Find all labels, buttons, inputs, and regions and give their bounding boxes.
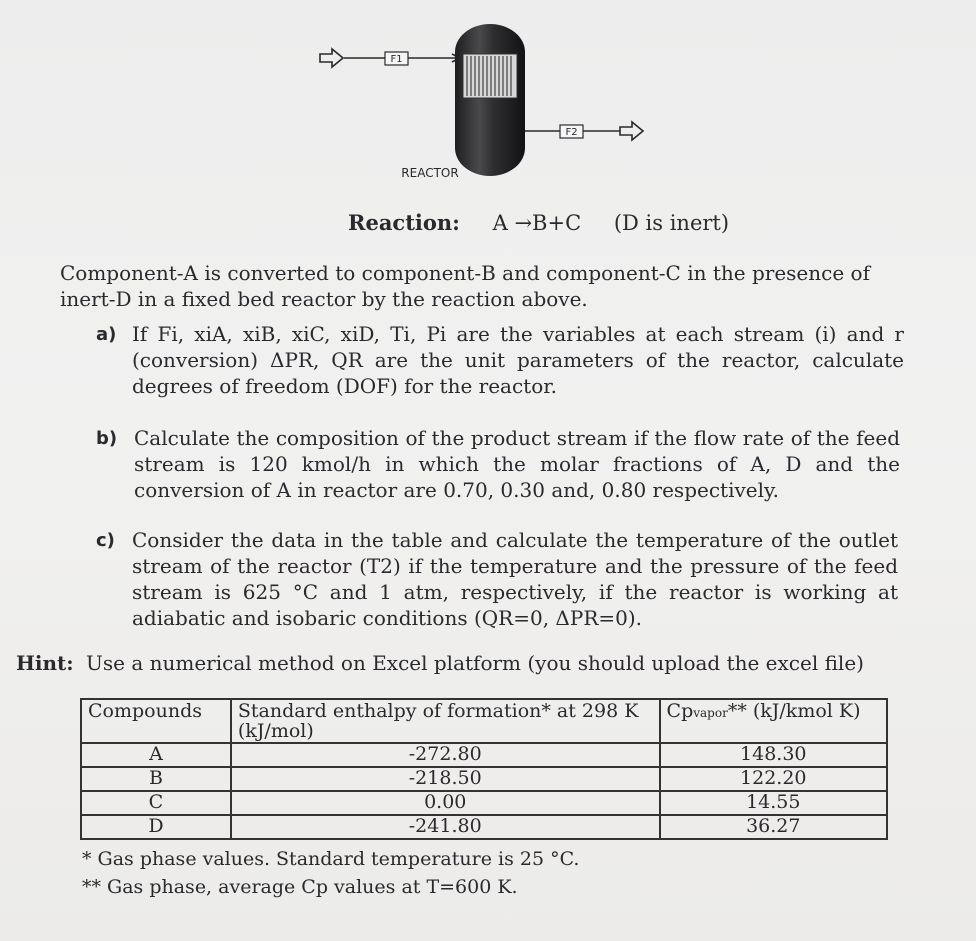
reactor-label: REACTOR (401, 166, 459, 180)
product-stream-tag (560, 125, 583, 138)
problem-intro: Component-A is converted to component-B and component-C in the presence of inert-D in a fixed bed reactor by the reaction above. (60, 261, 870, 311)
reaction-line (348, 210, 729, 235)
table-row (81, 743, 887, 767)
header-cp (660, 699, 887, 743)
feed-stream-tag (385, 52, 408, 65)
compound-cell: B (81, 767, 231, 791)
question-b-label: b) (96, 428, 118, 449)
footnote-cp: ** Gas phase, average Cp values at T=600 K. (82, 876, 518, 898)
table-row (81, 815, 887, 839)
reactor-vessel (455, 24, 525, 176)
hint-text: Use a numerical method on Excel platform (you should upload the excel file) (86, 651, 864, 675)
reaction-heading: Reaction: (348, 210, 460, 235)
product-stream-label: F2 (565, 127, 578, 138)
hint-label: Hint: (16, 651, 74, 675)
product-stream-arrow (525, 122, 643, 140)
header-cp-suffix: ** (kJ/kmol K) (727, 700, 861, 722)
cp-cell: 122.20 (660, 767, 887, 791)
feed-stream-label: F1 (390, 54, 403, 65)
enthalpy-cell: 0.00 (231, 791, 660, 815)
cp-cell: 148.30 (660, 743, 887, 767)
hint-line (16, 651, 864, 675)
question-a-label: a) (96, 324, 117, 345)
cp-cell: 36.27 (660, 815, 887, 839)
enthalpy-cell: -218.50 (231, 767, 660, 791)
question-c-text: Consider the data in the table and calculate the temperature of the outlet stream of the reactor (T2) if the temperature and the pressure of the feed stream is 625 °C and 1 atm, respectively, if the reactor is working at adiabatic and isobaric conditions (QR=0, ΔPR=0). (132, 528, 898, 630)
table-header-row (81, 699, 887, 743)
header-cp-prefix: Cp (666, 700, 694, 722)
cp-cell: 14.55 (660, 791, 887, 815)
compound-cell: C (81, 791, 231, 815)
enthalpy-cell: -272.80 (231, 743, 660, 767)
header-cp-subscript: vapor (693, 706, 728, 720)
reactor-diagram (0, 0, 976, 200)
footnote-enthalpy: * Gas phase values. Standard temperature is 25 °C. (82, 848, 580, 870)
header-enthalpy: Standard enthalpy of formation* at 298 K (kJ/mol) (231, 699, 660, 743)
question-c-label: c) (96, 530, 115, 551)
question-a-text: If Fi, xiA, xiB, xiC, xiD, Ti, Pi are the variables at each stream (i) and r (conversion) ΔPR, QR are the unit parameters of the reactor, calculate degrees of freedom (DOF) for the reactor. (132, 322, 904, 398)
compound-cell: A (81, 743, 231, 767)
reaction-note: (D is inert) (613, 211, 730, 235)
reaction-equation: A →B+C (492, 211, 582, 235)
enthalpy-cell: -241.80 (231, 815, 660, 839)
table-row (81, 767, 887, 791)
compound-cell: D (81, 815, 231, 839)
header-compounds: Compounds (81, 699, 231, 743)
question-b-text: Calculate the composition of the product stream if the flow rate of the feed stream is 120 kmol/h in which the molar fractions of A, D and the conversion of A in reactor are 0.70, 0.30 and, 0.80 respectively. (134, 426, 900, 502)
table-row (81, 791, 887, 815)
thermo-data-table (80, 698, 888, 840)
